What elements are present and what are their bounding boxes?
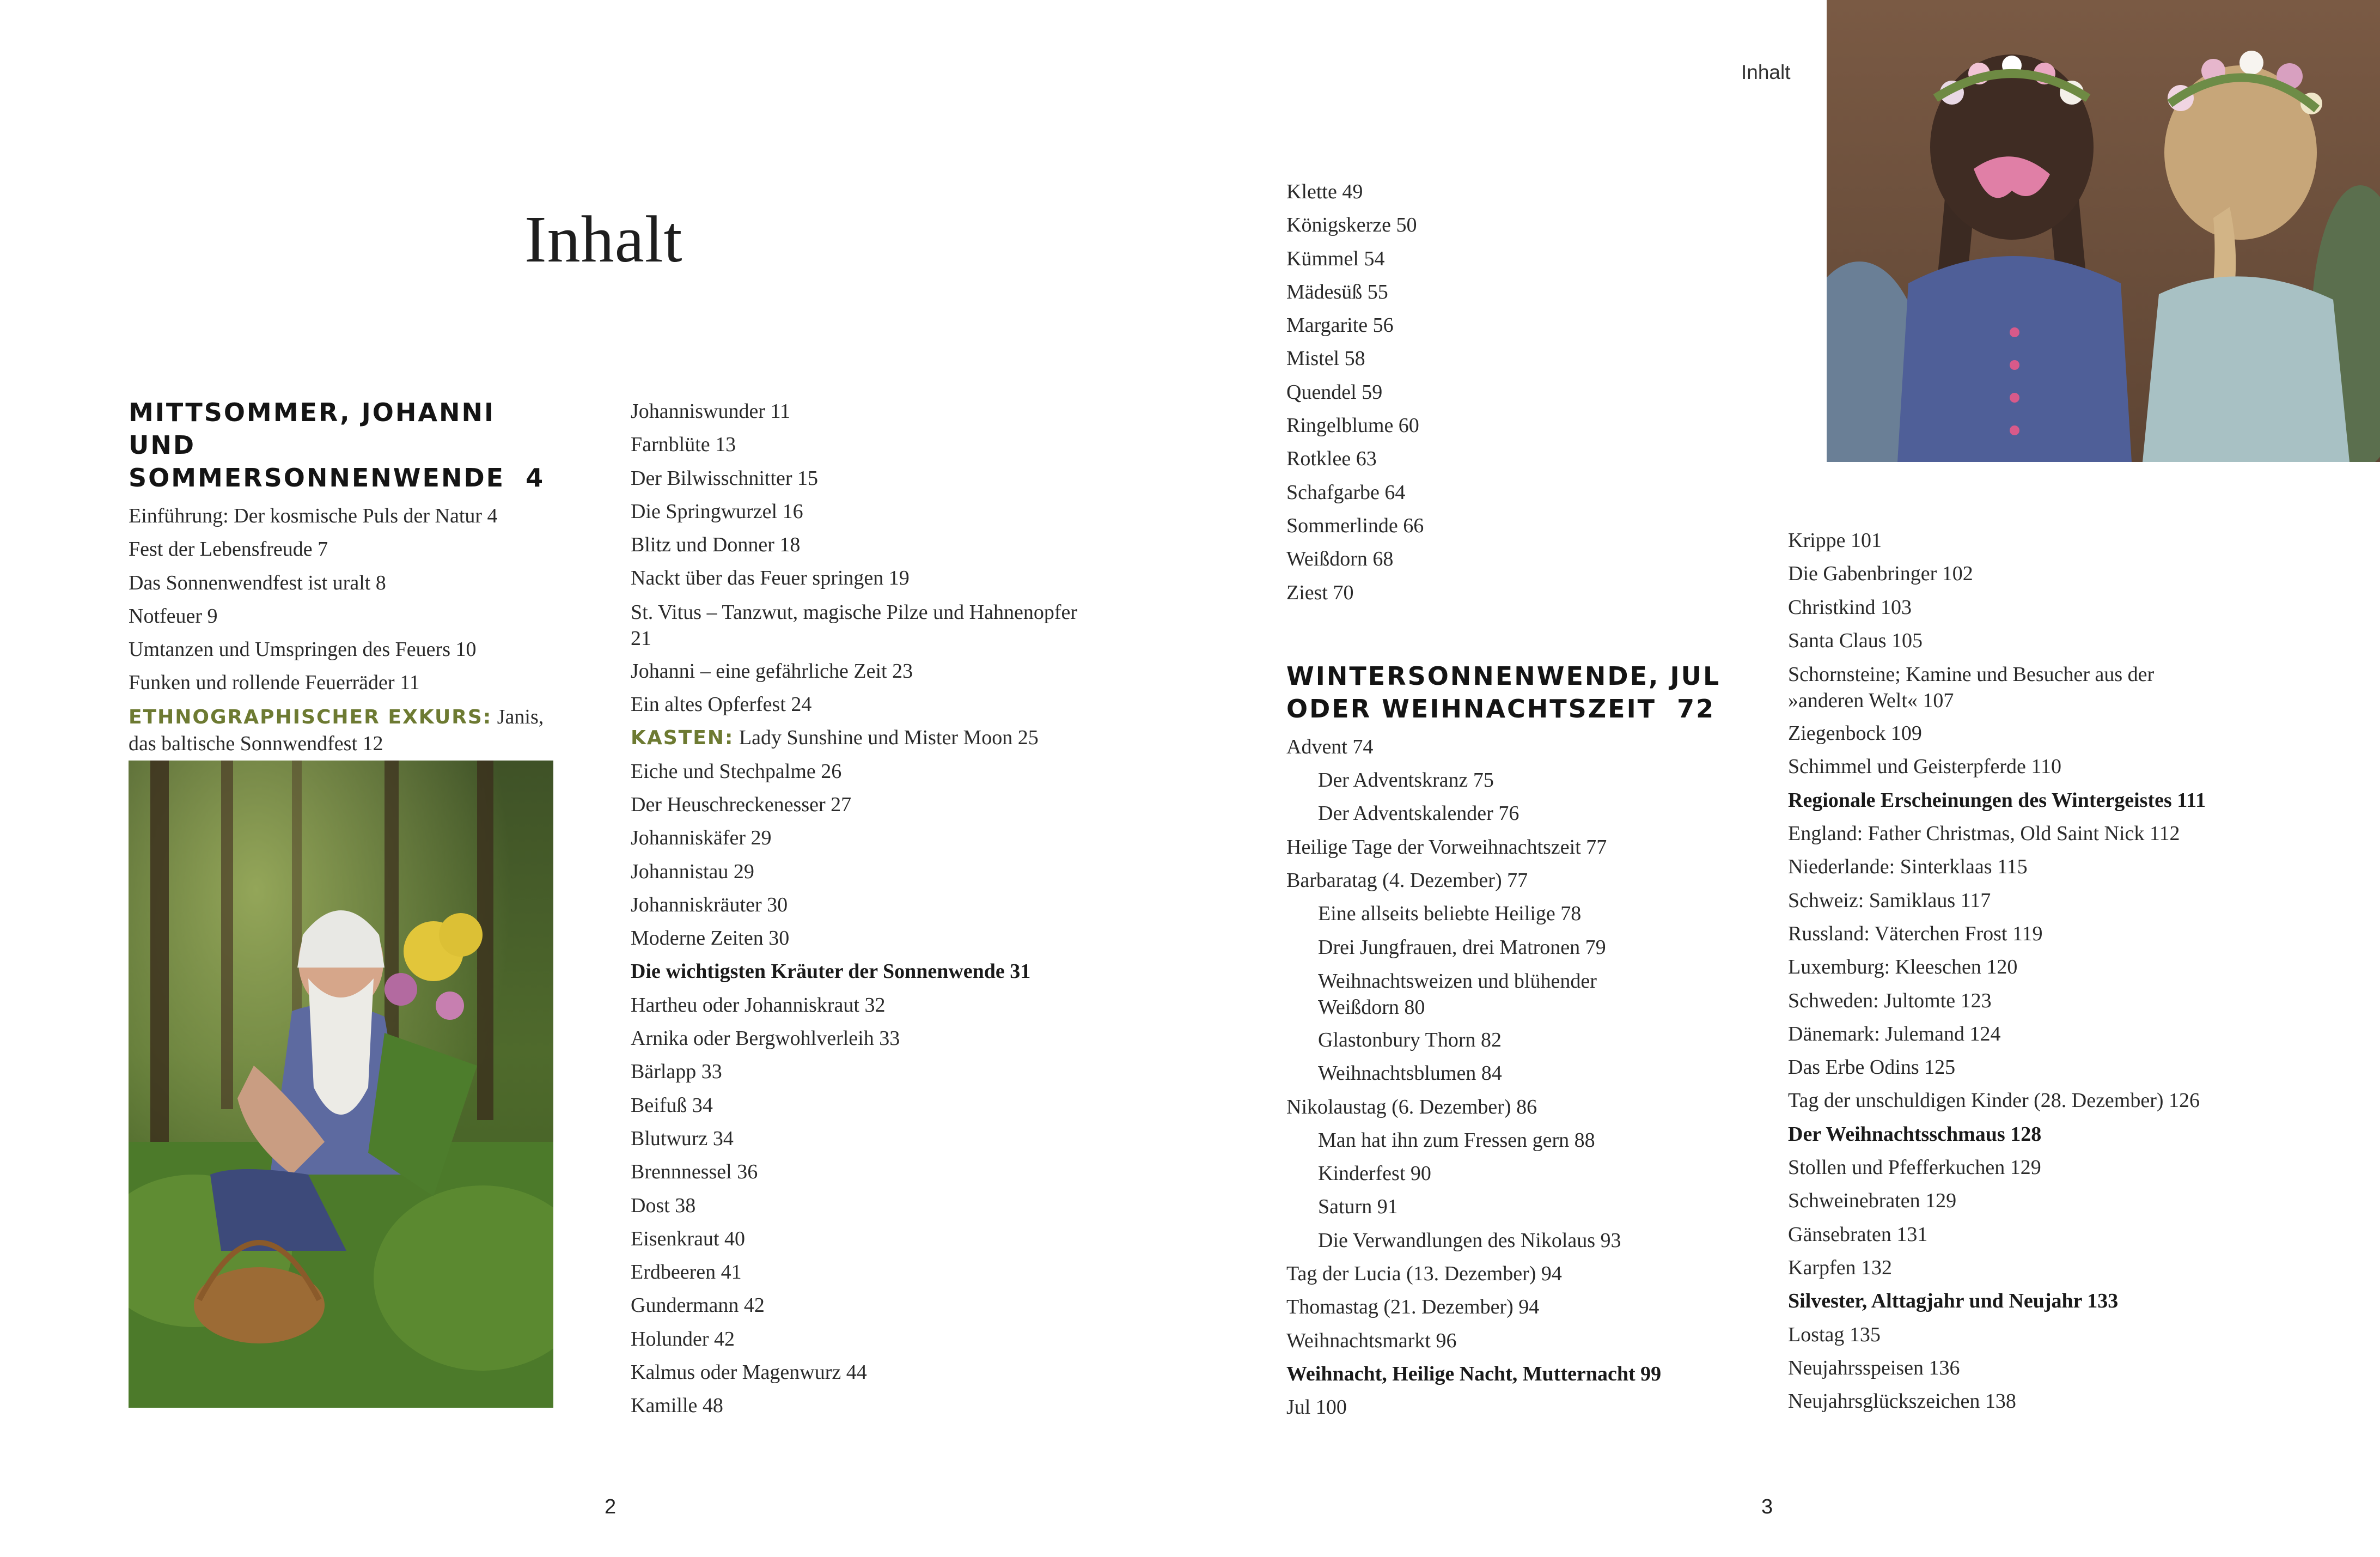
page-number-left: 2: [605, 1495, 617, 1518]
section-heading-mittsommer: MITTSOMMER, JOHANNI UND SOMMERSONNENWENDE 4: [129, 398, 545, 492]
toc-entry[interactable]: Beifuß 34: [631, 1093, 713, 1117]
toc-entry[interactable]: Gänsebraten 131: [1788, 1223, 1928, 1246]
toc-entry[interactable]: Sommerlinde 66: [1286, 514, 1424, 537]
toc-entry[interactable]: Stollen und Pfefferkuchen 129: [1788, 1156, 2041, 1179]
toc-entry[interactable]: Ziest 70: [1286, 581, 1354, 604]
toc-entry[interactable]: Erdbeeren 41: [631, 1261, 742, 1284]
toc-entry[interactable]: Margarite 56: [1286, 314, 1394, 337]
toc-entry[interactable]: Rotklee 63: [1286, 447, 1377, 471]
toc-entry[interactable]: Blitz und Donner 18: [631, 533, 801, 557]
toc-entry[interactable]: Holunder 42: [631, 1327, 735, 1351]
toc-entry[interactable]: Notfeuer 9: [129, 604, 218, 628]
toc-entry[interactable]: Russland: Väterchen Frost 119: [1788, 922, 2043, 945]
toc-entry[interactable]: St. Vitus – Tanzwut, magische Pilze und Hahnenopfer 21: [631, 600, 1078, 650]
toc-entry[interactable]: Weißdorn 68: [1286, 548, 1394, 571]
toc-entry[interactable]: Schimmel und Geisterpferde 110: [1788, 755, 2061, 778]
toc-entry[interactable]: Funken und rollende Feuerräder 11: [129, 671, 420, 695]
toc-column-3: [1286, 175, 1755, 1425]
toc-entry[interactable]: Die Gabenbringer 102: [1788, 562, 1973, 586]
toc-entry[interactable]: Nackt über das Feuer springen 19: [631, 567, 910, 590]
toc-entry[interactable]: Christkind 103: [1788, 595, 1912, 619]
toc-entry-sub[interactable]: Saturn 91: [1318, 1195, 1398, 1219]
toc-entry[interactable]: Johanniswunder 11: [631, 400, 791, 423]
toc-entry[interactable]: Ringelblume 60: [1286, 414, 1419, 437]
toc-entry[interactable]: Der Heuschreckenesser 27: [631, 793, 852, 816]
photo-girls-flower-wreaths: [1827, 0, 2380, 462]
toc-entry[interactable]: Klette 49: [1286, 180, 1363, 203]
section-heading-winter: WINTERSONNENWENDE, JUL ODER WEIHNACHTSZEIT 72: [1286, 661, 1721, 723]
toc-entry-sub[interactable]: Glastonbury Thorn 82: [1318, 1028, 1502, 1051]
toc-entry[interactable]: Thomastag (21. Dezember) 94: [1286, 1296, 1540, 1319]
toc-entry[interactable]: Blutwurz 34: [631, 1127, 734, 1150]
toc-entry[interactable]: England: Father Christmas, Old Saint Nick 112: [1788, 822, 2180, 846]
toc-entry[interactable]: Hartheu oder Johanniskraut 32: [631, 993, 886, 1017]
toc-entry-exkurs[interactable]: ETHNOGRAPHISCHER EXKURS: Janis, das baltische Sonnwendfest 12: [129, 705, 544, 755]
running-head: Inhalt: [1741, 61, 1791, 83]
toc-entry[interactable]: Schornsteine; Kamine und Besucher aus der »anderen Welt« 107: [1788, 663, 2155, 713]
toc-entry[interactable]: Tag der Lucia (13. Dezember) 94: [1286, 1262, 1562, 1286]
toc-subheading-kraeuter[interactable]: Die wichtigsten Kräuter der Sonnenwende 31: [631, 960, 1031, 983]
toc-entry-sub[interactable]: Weihnachtsblumen 84: [1318, 1062, 1502, 1085]
toc-entry[interactable]: Johanniskäfer 29: [631, 826, 772, 850]
toc-entry[interactable]: Johanni – eine gefährliche Zeit 23: [631, 659, 913, 683]
toc-entry[interactable]: Mädesüß 55: [1286, 280, 1388, 303]
toc-subheading-schmaus[interactable]: Der Weihnachtsschmaus 128: [1788, 1122, 2042, 1146]
toc-entry[interactable]: Farnblüte 13: [631, 433, 736, 457]
toc-entry[interactable]: Schweden: Jultomte 123: [1788, 989, 1992, 1012]
toc-entry[interactable]: Kalmus oder Magenwurz 44: [631, 1361, 867, 1384]
toc-entry[interactable]: Mistel 58: [1286, 347, 1365, 370]
toc-subheading-regionale[interactable]: Regionale Erscheinungen des Wintergeistes 111: [1788, 788, 2206, 812]
section-gap: [1286, 610, 1755, 660]
page-title: Inhalt: [524, 203, 683, 276]
toc-entry[interactable]: Niederlande: Sinterklaas 115: [1788, 855, 2028, 879]
toc-entry[interactable]: Moderne Zeiten 30: [631, 927, 790, 950]
toc-entry[interactable]: Einführung: Der kosmische Puls der Natur 4: [129, 504, 498, 527]
toc-entry[interactable]: Jul 100: [1286, 1396, 1347, 1419]
toc-entry[interactable]: Kümmel 54: [1286, 247, 1385, 270]
toc-entry-sub[interactable]: Man hat ihn zum Fressen gern 88: [1318, 1128, 1595, 1152]
toc-subheading-weihnacht[interactable]: Weihnacht, Heilige Nacht, Mutternacht 99: [1286, 1362, 1662, 1385]
toc-entry[interactable]: Ein altes Opferfest 24: [631, 693, 812, 716]
exkurs-label: ETHNOGRAPHISCHER EXKURS:: [129, 705, 492, 728]
page-number-right: 3: [1761, 1495, 1773, 1518]
toc-entry[interactable]: Weihnachtsmarkt 96: [1286, 1329, 1457, 1352]
photo-herb-gatherer: [129, 761, 553, 1408]
toc-entry[interactable]: Brennnessel 36: [631, 1160, 758, 1184]
toc-entry[interactable]: Johanniskräuter 30: [631, 893, 788, 916]
toc-entry[interactable]: Nikolaustag (6. Dezember) 86: [1286, 1095, 1537, 1118]
toc-entry[interactable]: Johannistau 29: [631, 860, 754, 883]
toc-entry[interactable]: Luxemburg: Kleeschen 120: [1788, 956, 2018, 979]
toc-entry[interactable]: Santa Claus 105: [1788, 629, 1923, 652]
toc-entry[interactable]: Ziegenbock 109: [1788, 722, 1922, 745]
toc-entry[interactable]: Neujahrsspeisen 136: [1788, 1356, 1960, 1379]
toc-entry-sub[interactable]: Die Verwandlungen des Nikolaus 93: [1318, 1228, 1621, 1252]
toc-entry[interactable]: Das Sonnenwendfest ist uralt 8: [129, 571, 386, 594]
toc-entry-sub[interactable]: Kinderfest 90: [1318, 1162, 1431, 1185]
toc-entry[interactable]: Arnika oder Bergwohlverleih 33: [631, 1027, 900, 1050]
toc-entry[interactable]: Quendel 59: [1286, 380, 1383, 404]
toc-entry[interactable]: Das Erbe Odins 125: [1788, 1056, 1956, 1079]
toc-entry[interactable]: Bärlapp 33: [631, 1060, 722, 1084]
toc-entry[interactable]: Heilige Tage der Vorweihnachtszeit 77: [1286, 835, 1607, 859]
toc-entry-sub[interactable]: Weihnachtsweizen und blühender Weißdorn 80: [1318, 969, 1597, 1019]
toc-entry[interactable]: Eisenkraut 40: [631, 1227, 746, 1250]
toc-entry[interactable]: Dost 38: [631, 1194, 696, 1217]
toc-entry[interactable]: Königskerze 50: [1286, 214, 1417, 237]
toc-entry[interactable]: Lostag 135: [1788, 1323, 1881, 1346]
toc-entry[interactable]: Schweiz: Samiklaus 117: [1788, 889, 1991, 912]
kasten-label: KASTEN:: [631, 727, 734, 750]
toc-entry[interactable]: Advent 74: [1286, 735, 1374, 758]
toc-entry[interactable]: Eiche und Stechpalme 26: [631, 759, 842, 783]
toc-entry[interactable]: Schafgarbe 64: [1286, 481, 1406, 504]
toc-column-1: [129, 396, 564, 760]
toc-entry[interactable]: Gundermann 42: [631, 1294, 765, 1317]
toc-entry[interactable]: Kamille 48: [631, 1394, 723, 1418]
toc-entry[interactable]: Krippe 101: [1788, 529, 1882, 552]
toc-entry-kasten[interactable]: KASTEN: Lady Sunshine und Mister Moon 25: [631, 726, 1039, 750]
toc-entry[interactable]: Schweinebraten 129: [1788, 1189, 1957, 1213]
toc-column-4: [1788, 524, 2354, 1418]
toc-entry[interactable]: Tag der unschuldigen Kinder (28. Dezember) 126: [1788, 1089, 2200, 1112]
toc-entry[interactable]: Der Bilwisschnitter 15: [631, 466, 819, 490]
toc-entry[interactable]: Neujahrsglückszeichen 138: [1788, 1390, 2016, 1413]
toc-column-2: [631, 395, 1099, 1423]
toc-entry-sub[interactable]: Drei Jungfrauen, drei Matronen 79: [1318, 935, 1606, 959]
toc-entry-sub[interactable]: Der Adventskalender 76: [1318, 802, 1519, 825]
toc-entry[interactable]: Dänemark: Julemand 124: [1788, 1022, 2001, 1045]
toc-entry[interactable]: Die Springwurzel 16: [631, 500, 803, 523]
toc-entry[interactable]: Fest der Lebensfreude 7: [129, 538, 328, 561]
toc-entry[interactable]: Barbaratag (4. Dezember) 77: [1286, 869, 1528, 892]
toc-subheading-silvester[interactable]: Silvester, Alttagjahr und Neujahr 133: [1788, 1290, 2119, 1313]
toc-entry-sub[interactable]: Eine allseits beliebte Heilige 78: [1318, 902, 1582, 926]
toc-entry[interactable]: Karpfen 132: [1788, 1256, 1892, 1279]
toc-entry[interactable]: Umtanzen und Umspringen des Feuers 10: [129, 638, 477, 661]
toc-entry-sub[interactable]: Der Adventskranz 75: [1318, 769, 1494, 792]
